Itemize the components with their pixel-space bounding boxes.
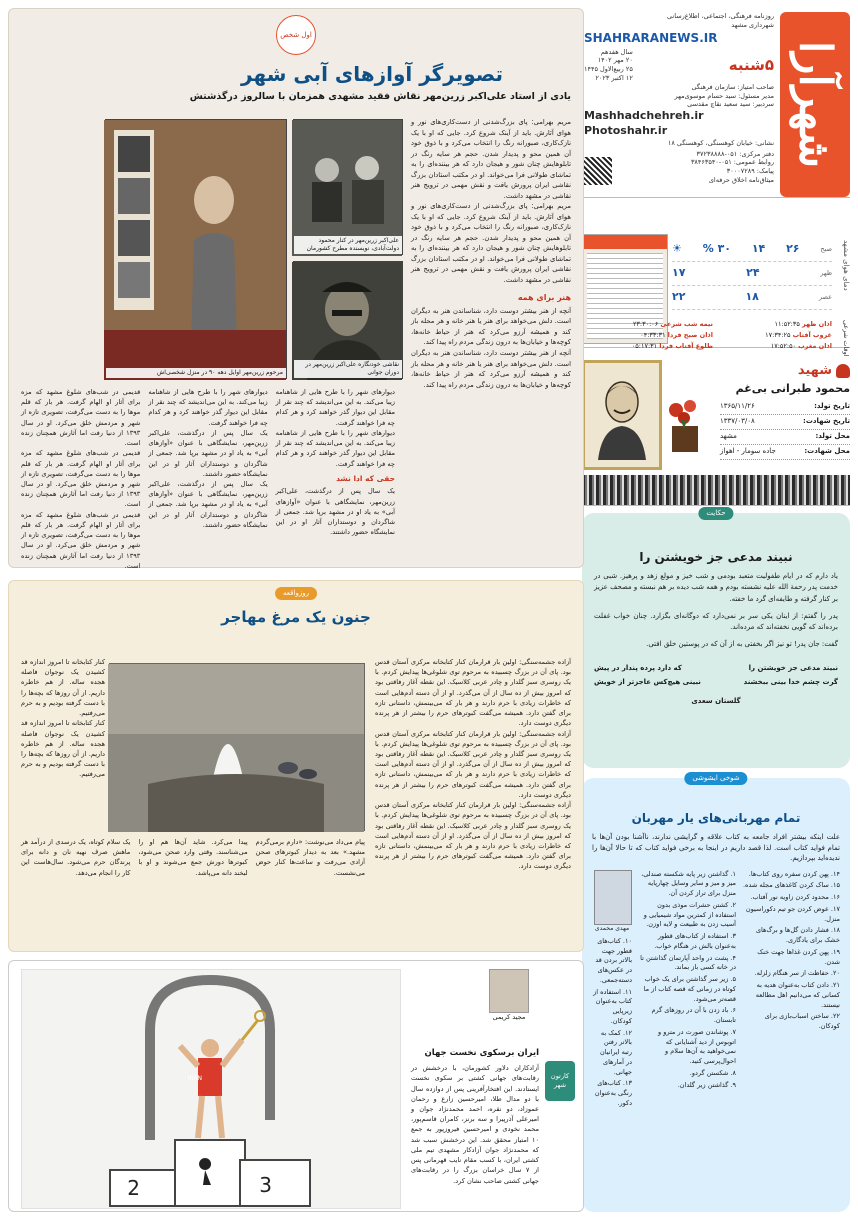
- book-list: [592, 870, 840, 1111]
- masthead-info: [584, 12, 774, 185]
- newspaper-logo[interactable]: شهرآرا: [780, 12, 850, 197]
- book-list-col: ۱۴. پهن کردن سفره روی کتاب‌ها. ۱۵. ساک کردن کاغذهای مجله شده. ۱۶. محدود کردن زاویه نور آفتاب. ۱۷. عوض کردن جو تیم دکوراسیون منزل. ۱۸. فشار دادن گل‌ها و برگ‌های خشک برای یادگاری. ۱۹. پهن کردن غذاها جهت خنک شدن. ۲۰. حفاظت از سر هنگام زلزله. ۲۱. دادن کتاب به‌عنوان هدیه به کسانی که می‌دانیم اهل مطالعه نیستند. ۲۲. ساختن اسباب‌بازی برای کودکان.: [742, 869, 840, 1031]
- verse-line: نبیند مدعی جز خویشتن را که دارد پرده پندار در پیش: [594, 664, 838, 673]
- article-title[interactable]: جنون یک مرغ مهاجر: [221, 608, 371, 626]
- detail-row: محل تولد: مشهد: [720, 430, 850, 445]
- cartoon-text: ایران برسکوی نخست جهان آزادکاران دلاور کشورمان، با درخشش در رقابت‌های جهانی کشتی بر سکوی نخست ایستادند. این افتخارآفرینی پس از دوازده سال با دو مدال طلا، امیرحسین زارع و رحمان عموزاد، دو نقره، احمد محمدنژاد جوان و امیرعلی آذرپیرا و سه برنز، کامران قاسم‌پور، محمد نخودی و امیرحسین فیروزپور به جمع ۱۰ امتیاز محقق شد. این درخشش سبب شد که محمدنژاد جوان آزادکار مشهدی تیم ملی کشتی ایران، با کسب مقام نایب قهرمانی پس از ۷ سال خراسان بزرگ را در رقابت‌های جهانی کشتی صاحب نشان کرد.: [411, 1048, 539, 1185]
- photo-with-author[interactable]: علی‌اکبر زرین‌مهر در کنار محمود دولت‌آبادی، نویسنده مطرح کشورمان: [293, 119, 403, 255]
- temp-max: ۲۴: [746, 266, 760, 280]
- detail-row: تاریخ تولد: ۱۳۶۵/۱۱/۲۶: [720, 400, 850, 415]
- body-column: دیوارهای شهر را با طرح هایی از شاهنامه زیبا می‌کند. به این می‌اندیشد که چند نقر از مقابل این دیوار گذر خواهند کرد و هر کدام چه فرا خواهند گرفت. یک سال پس از درگذشت، علی‌اکبر زرین‌مهر، نمایشگاهی با عنوان «آوازهای آبی» به یاد او در مشهد برپا شد. جمعی از شاگردان و دوستداران آثار او در این نمایشگاه حضور داشتند. یک سال پس از درگذشت، علی‌اکبر زرین‌مهر، نمایشگاهی با عنوان «آوازهای آبی» به یاد او در مشهد برپا شد. جمعی از شاگردان و دوستداران آثار او در این نمایشگاه حضور داشتند.: [148, 388, 268, 529]
- cartoonist: [479, 969, 539, 1022]
- story-paragraph: گفت: جان پدر! تو نیز اگر بخفتی به از آن که در پوستین خلق افتی.: [646, 640, 838, 649]
- temp-min: ۱۷: [672, 266, 686, 280]
- article-body-columns: [21, 387, 395, 570]
- prayer-time: غروب آفتاب ۱۷:۳۴:۲۵: [765, 330, 832, 339]
- cartoon-tag: کارتون شهر: [545, 1061, 575, 1101]
- article-subtitle: یادی از استاد علی‌اکبر زرین‌مهر نقاش فقید مشهدی همزمان با سالروز درگذشتش: [189, 91, 571, 102]
- body-column: دیوارهای شهر را با طرح هایی از شاهنامه زیبا می‌کند. به این می‌اندیشد که چند نقر از مقابل این دیوار گذر خواهند کرد و هر کدام چه فرا خواهند گرفت. دیوارهای شهر را با طرح هایی از شاهنامه زیبا می‌کند. به این می‌اندیشد که چند نقر از مقابل این دیوار گذر خواهند کرد و هر کدام چه فرا خواهند گرفت. حقی که ادا نشد یک سال پس از درگذشت، علی‌اکبر زرین‌مهر، نمایشگاهی با عنوان «آوازهای آبی» به یاد او در مشهد برپا شد. جمعی از شاگردان و دوستداران آثار او در این نمایشگاه حضور داشتند.: [275, 388, 395, 537]
- book-list-col: ۱. گذاشتن زیر پایه شکسته صندلی، میز و میز و سایر وسایل چهارپایه منزل برای تراز کردن آن. ۲. کشتن حشرات موذی بدون استفاده از کمترین مواد شیمیایی و آسیب زدن به طبیعت و لایه اوزن. ۳. استفاده از کتاب‌های قطور به‌عنوان بالش در هنگام خواب. ۴. پشت در واحد آپارتمان گذاشتن تا در خانه کسی باز بماند. ۵. زیر سر گذاشتن برای یک خواب کوتاه در زمانی که قصه کتاب از ما قصه‌تر می‌شود. ۶. باد زدن با آن در روزهای گرم تابستان. ۷. پوشاندن صورت در مترو و اتوبوس از دید آشنایانی که نمی‌خواهید به آن‌ها سلام و احوال‌پرسی کنید. ۸. شکستن گردو. ۹. گذاشتن زیر گلدان.: [640, 869, 736, 1089]
- article-column: آزاده جشمه‌سنگی: اولین بار قرارمان کنار کتابخانه مرکزی آستان قدس بود. پای آن در بزرگ چسبیده به مرحوم توی شلوغی‌ها پیدایش کردم. با یک روسری سبز گلدار و چادر عربی کلاسیک. این نقطه آغاز رفاقتی بود که امروز بیش از ده سال از آن می‌گذرد. او از آن دسته آدم‌هایی است که خاطرات زیادی با حرم دارند و هر بار که می‌بینمش، داستانی تازه برای گفتن دارد. همیشه می‌گفت کبوترهای حرم را بیشتر از هر پرنده دیگری دوست دارد. آزاده جشمه‌سنگی: اولین بار قرارمان کنار کتابخانه مرکزی آستان قدس بود. پای آن در بزرگ چسبیده به مرحوم توی شلوغی‌ها پیدایش کردم. با یک روسری سبز گلدار و چادر عربی کلاسیک. این نقطه آغاز رفاقتی بود که امروز بیش از ده سال از آن می‌گذرد. او از آن دسته آدم‌هایی است که خاطرات زیادی با حرم دارند و هر بار که می‌بینمش، داستانی تازه برای گفتن دارد. همیشه می‌گفت کبوترهای حرم را بیشتر از هر پرنده دیگری دوست دارد. آزاده جشمه‌سنگی: اولین بار قرارمان کنار کتابخانه مرکزی آستان قدس بود. پای آن در بزرگ چسبیده به مرحوم توی شلوغی‌ها پیدایش کردم. با یک روسری سبز گلدار و چادر عربی کلاسیک. این نقطه آغاز رفاقتی بود که امروز بیش از ده سال از آن می‌گذرد. او از آن دسته آدم‌هایی است که خاطرات زیادی با حرم دارند و هر بار که می‌بینمش، داستانی تازه برای گفتن دارد. همیشه می‌گفت کبوترهای حرم را بیشتر از هر پرنده دیگری دوست دارد.: [375, 658, 571, 871]
- fountain-photo[interactable]: [109, 663, 365, 831]
- body-column: قدیمی در شب‌های شلوغ مشهد که مزه برای آثار او الهام گرفت. هر بار که قلم موها را به دست می‌گرفت، تصویری تازه از شهر و مردمش خلق می‌کرد. او در سال ۱۳۹۳ از دنیا رفت اما آثارش همچنان زنده است. قدیمی در شب‌های شلوغ مشهد که مزه برای آثار او الهام گرفت. هر بار که قلم موها را به دست می‌گرفت، تصویری تازه از شهر و مردمش خلق می‌کرد. او در سال ۱۳۹۳ از دنیا رفت اما آثارش همچنان زنده است. قدیمی در شب‌های شلوغ مشهد که مزه برای آثار او الهام گرفت. هر بار که قلم موها را به دست می‌گرفت، تصویری تازه از شهر و مردمش خلق می‌کرد. او در سال ۱۳۹۳ از دنیا رفت اما آثارش همچنان زنده است.: [21, 388, 141, 570]
- story-source: گلستان سعدی: [691, 697, 741, 706]
- cartoonist-name: مجید کریمی: [492, 1013, 526, 1021]
- keffiyeh-pattern: [582, 475, 850, 505]
- body-column: یک سلام کوتاه، یک درسدی از درآمد هر ماهش صرف نهیه نان و دانه برای پرندگان حرم می‌شود. سال‌هاست این کار را انجام می‌دهد.: [21, 838, 131, 877]
- sidebar: [582, 8, 850, 1212]
- ethics-charter: میثاق‌نامه اخلاق حرفه‌ای: [708, 175, 774, 184]
- story-box: [582, 509, 850, 768]
- main-content: [8, 8, 584, 1212]
- shirt-label: IRAN: [187, 1075, 202, 1082]
- prayer-times: [602, 320, 832, 350]
- martyr-details: [720, 400, 850, 460]
- subtitle: روزنامه فرهنگی، اجتماعی، اطلاع‌رسانی: [666, 12, 774, 20]
- phone-line: پیامک: ۳۰۰۰۷۲۸۹: [726, 167, 774, 176]
- cartoon-image[interactable]: [21, 969, 401, 1209]
- phone-line: دفتر مرکزی: ۰۵۱-۳۷۲۳۸۸۸۸: [696, 149, 774, 158]
- photo-at-home[interactable]: مرحوم زرین‌مهر اوایل دهه ۹۰ در منزل شخصی‌اش: [105, 119, 287, 379]
- role-line: سردبیر: سید سعید نقاچ مقدسی: [687, 100, 774, 109]
- martyr-panel: [582, 356, 850, 506]
- story-paragraph: پدر را گفتم: از اینان یکی سر بر نمی‌دارد که دوگانه‌ای بگزارد. چنان خواب غفلت برده‌اند که گویی نخفته‌اند که مرده‌اند.: [594, 611, 838, 631]
- weather-grid: [672, 238, 832, 310]
- podium-number: 2: [127, 1176, 140, 1200]
- weather-panel: [582, 208, 850, 357]
- article-painter: [8, 8, 584, 568]
- flowers-illustration: [664, 396, 704, 456]
- site-link-mashhadchehreh[interactable]: Mashhadchehreh.ir: [584, 109, 704, 123]
- sun-icon: ☀: [672, 242, 682, 256]
- masthead: [582, 8, 850, 198]
- section-heading: حقی که ادا نشد: [336, 473, 395, 483]
- date-line: ۲۰ مهر ۱۴۰۲: [597, 56, 633, 65]
- prayer-time: اذان مغرب ۱۷:۵۲:۵۰: [770, 341, 832, 350]
- author-avatar[interactable]: [594, 870, 632, 925]
- cartoon-title: ایران برسکوی نخست جهان: [424, 1048, 539, 1058]
- site-link-shahraranews[interactable]: SHAHRARANEWS.IR: [584, 30, 718, 45]
- temp-min: ۱۴: [751, 242, 766, 256]
- book-column: [582, 774, 850, 1212]
- author-name: مهدی محمدی: [594, 924, 630, 932]
- prayer-time: نیمه شب شرعی ۲۳:۳۰:۰۶: [632, 320, 713, 328]
- detail-row: محل شهادت: جاده سومار - اهواز: [720, 445, 850, 460]
- day-of-week: ۵شنبه: [728, 56, 774, 75]
- body-column: پیدا می‌کرد. شاید آن‌ها هم او را می‌شناسند. وقتی وارد صحن می‌شود، کبوترها دورش جمع می‌شوند و او با لبخند دانه می‌پاشد.: [138, 838, 248, 877]
- date-line: ۲۵ ربیع‌الاول ۱۴۴۵: [584, 65, 633, 74]
- cartoon-section: [8, 960, 584, 1212]
- weather-row: [672, 262, 832, 286]
- prayer-time: اذان ظهر ۱۱:۵۲:۳۵: [774, 320, 832, 328]
- article-tag: اول شخص: [276, 15, 316, 55]
- weather-label: ظهر: [820, 269, 832, 278]
- article-column: کنار کتابخانه تا امروز اندازه قد کشیدن یک نوجوان فاصله هجده ساله. از هم خاطره داریم. از آن روزها که بچه‌ها را با دست گرفته بودیم و به حرم می‌رفتیم. کنار کتابخانه تا امروز اندازه قد کشیدن یک نوجوان فاصله هجده ساله. از هم خاطره داریم. از آن روزها که بچه‌ها را با دست گرفته بودیم و به حرم می‌رفتیم.: [21, 658, 105, 779]
- temp-min: ۲۲: [672, 290, 686, 304]
- org: شهرداری مشهد: [731, 20, 774, 29]
- detail-row: تاریخ شهادت: ۱۳۳۷/۰۳/۰۸: [720, 415, 850, 430]
- article-body-columns: [21, 837, 365, 941]
- role-line: صاحب امتیاز: سازمان فرهنگی: [691, 82, 774, 91]
- body-column: پیام می‌داد می‌نوشت: «دارم برمی‌گردم مشهد.» بعد به دیدار کبوترهای صحن آزادی می‌رفت و ساعت‌ها کنار حوض می‌نشست.: [255, 838, 365, 877]
- book-lead: علت اینکه بیشتر افراد جامعه به کتاب علاقه و گرایشی ندارند، ناآشنا بودن آن‌ها با تمام فواید کتاب است. لذا قصد داریم در اینجا به برخی فواید کتاب که تا حالا آن‌ها را ندیده‌اید بپردازیم.: [592, 833, 840, 863]
- date-line: ۱۲ اکتبر ۲۰۲۳: [595, 74, 633, 83]
- verse-line: گرت چشم خدا بینی ببخشند نبینی هیچ‌کس عاجزتر از خویش: [594, 677, 838, 686]
- photo-self-portrait[interactable]: نقاشی خودنگاره علی‌اکبر زرین‌مهر در دوران جوانی: [293, 261, 403, 379]
- book-title: تمام مهربانی‌های یار مهربان: [631, 811, 801, 825]
- site-link-photoshahr[interactable]: Photoshahr.ir: [584, 123, 668, 137]
- tulip-icon: [836, 364, 850, 378]
- temp-max: ۱۸: [745, 290, 759, 304]
- temp-max: ۲۶: [786, 242, 800, 256]
- martyr-heading: شهید: [798, 362, 850, 380]
- date-line: سال هفدهم: [600, 47, 633, 56]
- weather-row: [672, 238, 832, 262]
- section-heading: هنر برای همه: [517, 292, 571, 302]
- martyr-portrait[interactable]: [582, 360, 662, 470]
- article-pigeon: [8, 580, 584, 952]
- story-paragraph: یاد دارم که در ایام طفولیت متعبد بودمی و شب خیز و مولع زهد و پرهیز. شبی در خدمت پدر رحمة الله علیه نشسته بودم و همه شب دیده بر هم نبسته و مصحف عزیز بر کنار گرفته و طایفه‌ای گرد ما خفته.: [594, 572, 838, 603]
- weather-label: عصر: [818, 293, 832, 302]
- martyr-name: محمود طبرانی بی‌غم: [735, 382, 850, 395]
- story-title: نبیند مدعی جز خویشتن را: [639, 550, 793, 564]
- phone-line: روابط عمومی: ۰۵۱-۳۸۴۶۳۵۴۰: [690, 158, 774, 167]
- author-box: مهدی محمدی ۱۰. کتاب‌های قطور جهت بالاتر بردن قد در عکس‌های دسته‌جمعی. ۱۱. استفاده از کتاب به‌عنوان زیرپایی کودکان. ۱۲. کمک به بالاتر رفتن رتبه ایرانیان در آمارهای جهانی. ۱۳. کتاب‌های رنگی به‌عنوان دکور.: [592, 870, 632, 1111]
- cartoonist-avatar[interactable]: [489, 969, 529, 1013]
- humidity: ۳۰ %: [702, 242, 731, 256]
- prayer-times-title: اوقات شرعی: [842, 320, 850, 357]
- weather-title: دمای هوای مشهد: [842, 240, 850, 291]
- article-lead-column: مریم بهرامی: پای بزرگ‌شدنی از دست‌کاری‌های نور و هوای آثارش. باید از آینک شروع کرد. جایی که او با یک نازک‌کاری، صبورانه رنگ را انتخاب می‌کرد و با ذوق خود آن همین محو و پدیدار شدن. حجم هر سایه رنگ در تابلوهایش چنان شور و هیجان دارد که هر بیننده‌ای را به تماشای طولانی فرا می‌خواند. او در مکتب استادان بزرگ نقاشی ایران پرورش یافت و نقش مهمی در ترویج هنر نقاشی در مشهد داشت. مریم بهرامی: پای بزرگ‌شدنی از دست‌کاری‌های نور و هوای آثارش. باید از آینک شروع کرد. جایی که او با یک نازک‌کاری، صبورانه رنگ را انتخاب می‌کرد و با ذوق خود آن همین محو و پدیدار شدن. حجم هر سایه رنگ در تابلوهایش چنان شور و هیجان دارد که هر بیننده‌ای را به تماشای طولانی فرا می‌خواند. او در مکتب استادان بزرگ نقاشی ایران پرورش یافت و نقش مهمی در ترویج هنر نقاشی در مشهد داشت. هنر برای همه آنچه از هنر بیشتر دوست دارد، شناساندن هنر به دیگران است. دلش می‌خواهد برای هنر یا هنر خانه و هر محله باز کند و همیشه آرزو می‌کرد که هنر از حیاط خانه‌ها، کوچه‌ها و خیابان‌ها به درون زندگی مردم راه پیدا کند. آنچه از هنر بیشتر دوست دارد، شناساندن هنر به دیگران است. دلش می‌خواهد برای هنر یا هنر خانه و هر محله باز کند و همیشه آرزو می‌کرد که هنر از حیاط خانه‌ها، کوچه‌ها و خیابان‌ها به درون زندگی مردم راه پیدا کند.: [411, 118, 571, 389]
- prayer-time: طلوع آفتاب فردا ۰۵:۱۷:۳۱: [631, 341, 713, 350]
- weather-label: صبح: [820, 245, 832, 254]
- story-tag: حکایت: [698, 507, 733, 520]
- weather-row: [672, 286, 832, 310]
- book-tag: شوخی ایشوشی: [684, 772, 747, 785]
- qr-code-icon[interactable]: [584, 157, 612, 185]
- prayer-time: اذان صبح فردا ۰۴:۳۳:۳۱: [640, 330, 713, 339]
- address: نشانی: خیابان کوهسنگی، کوهسنگی ۱۸: [667, 138, 774, 147]
- role-line: مدیر مسئول: سید حسام موسوی‌مهر: [674, 91, 774, 100]
- article-title[interactable]: تصویرگر آوازهای آبی شهر: [241, 62, 503, 86]
- podium-number: 3: [259, 1173, 272, 1197]
- article-tag: روزواقعه: [275, 587, 317, 600]
